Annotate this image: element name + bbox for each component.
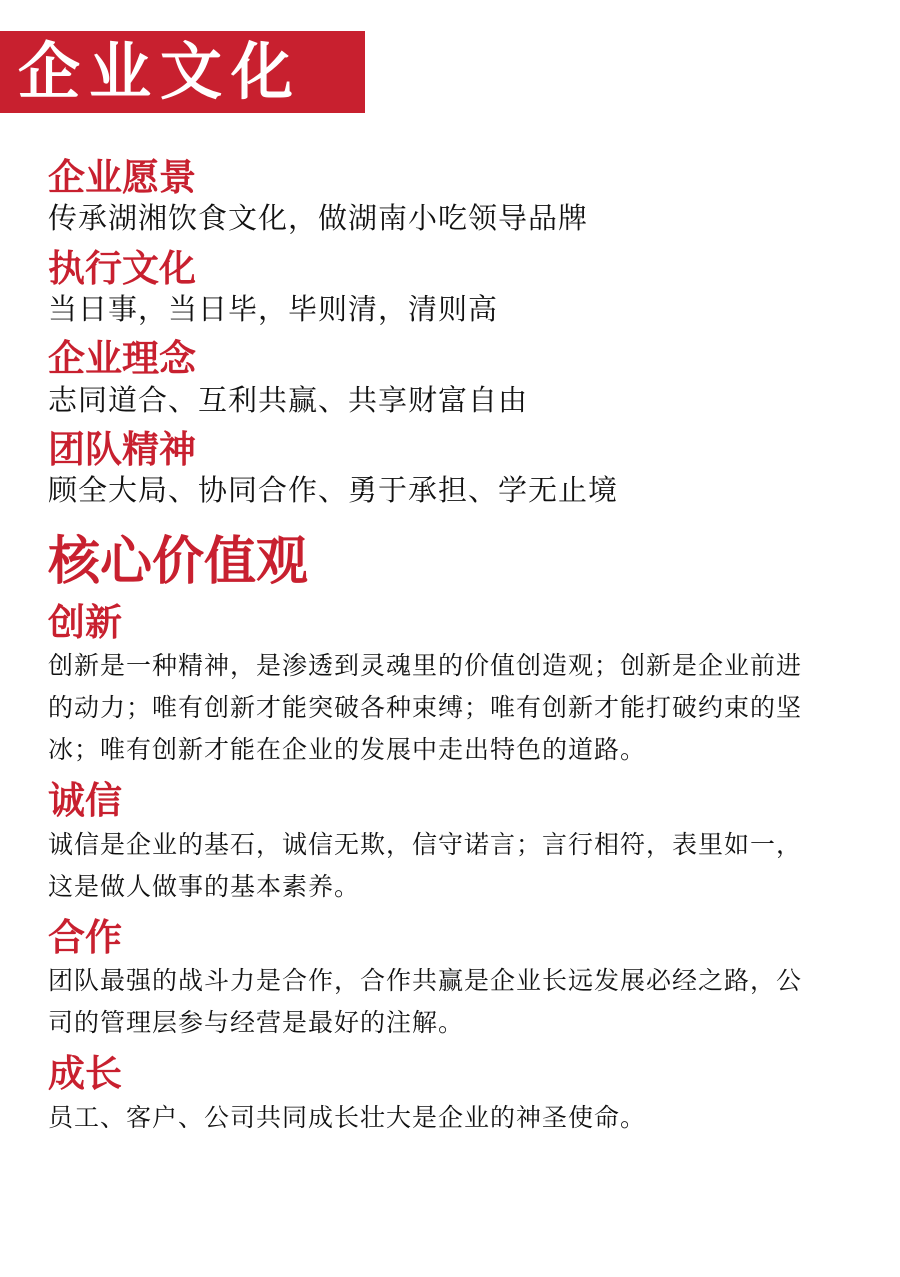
value-text-line: 司的管理层参与经营是最好的注解。 bbox=[48, 1008, 465, 1038]
section-text: 顾全大局、协同合作、勇于承担、学无止境 bbox=[48, 473, 619, 508]
culture-section-team bbox=[48, 428, 848, 509]
value-growth bbox=[48, 1052, 848, 1138]
section-heading: 企业理念 bbox=[48, 337, 196, 381]
section-heading: 团队精神 bbox=[48, 427, 196, 471]
section-text: 传承湖湘饮食文化，做湖南小吃领导品牌 bbox=[48, 201, 589, 236]
core-values-heading: 核心价值观 bbox=[48, 531, 309, 592]
value-innovation bbox=[48, 601, 848, 771]
value-text-line: 诚信是企业的基石，诚信无欺，信守诺言；言行相符，表里如一， bbox=[48, 829, 803, 859]
culture-section-execution bbox=[48, 247, 848, 328]
section-text: 志同道合、互利共赢、共享财富自由 bbox=[48, 382, 529, 417]
section-text: 当日事，当日毕，毕则清，清则高 bbox=[48, 292, 499, 327]
content bbox=[48, 156, 848, 1139]
page-title: 企业文化 bbox=[18, 35, 303, 108]
culture-section-vision bbox=[48, 156, 848, 237]
value-text-line: 员工、客户、公司共同成长壮大是企业的神圣使命。 bbox=[48, 1102, 647, 1132]
value-heading: 诚信 bbox=[48, 779, 122, 823]
section-heading: 企业愿景 bbox=[48, 156, 196, 199]
value-heading: 创新 bbox=[48, 600, 122, 644]
value-text-line: 的动力；唯有创新才能突破各种束缚；唯有创新才能打破约束的坚 bbox=[48, 693, 803, 723]
value-text-line: 团队最强的战斗力是合作，合作共赢是企业长远发展必经之路，公 bbox=[48, 966, 803, 996]
value-text-line: 创新是一种精神，是渗透到灵魂里的价值创造观；创新是企业前进 bbox=[48, 651, 803, 681]
section-heading: 执行文化 bbox=[48, 246, 196, 290]
value-text-line: 冰；唯有创新才能在企业的发展中走出特色的道路。 bbox=[48, 735, 647, 765]
value-cooperation bbox=[48, 916, 848, 1044]
value-heading: 合作 bbox=[48, 915, 122, 959]
value-text-line: 这是做人做事的基本素养。 bbox=[48, 871, 361, 901]
value-integrity bbox=[48, 779, 848, 907]
title-banner bbox=[0, 31, 365, 113]
culture-section-philosophy bbox=[48, 337, 848, 418]
value-heading: 成长 bbox=[48, 1052, 122, 1096]
